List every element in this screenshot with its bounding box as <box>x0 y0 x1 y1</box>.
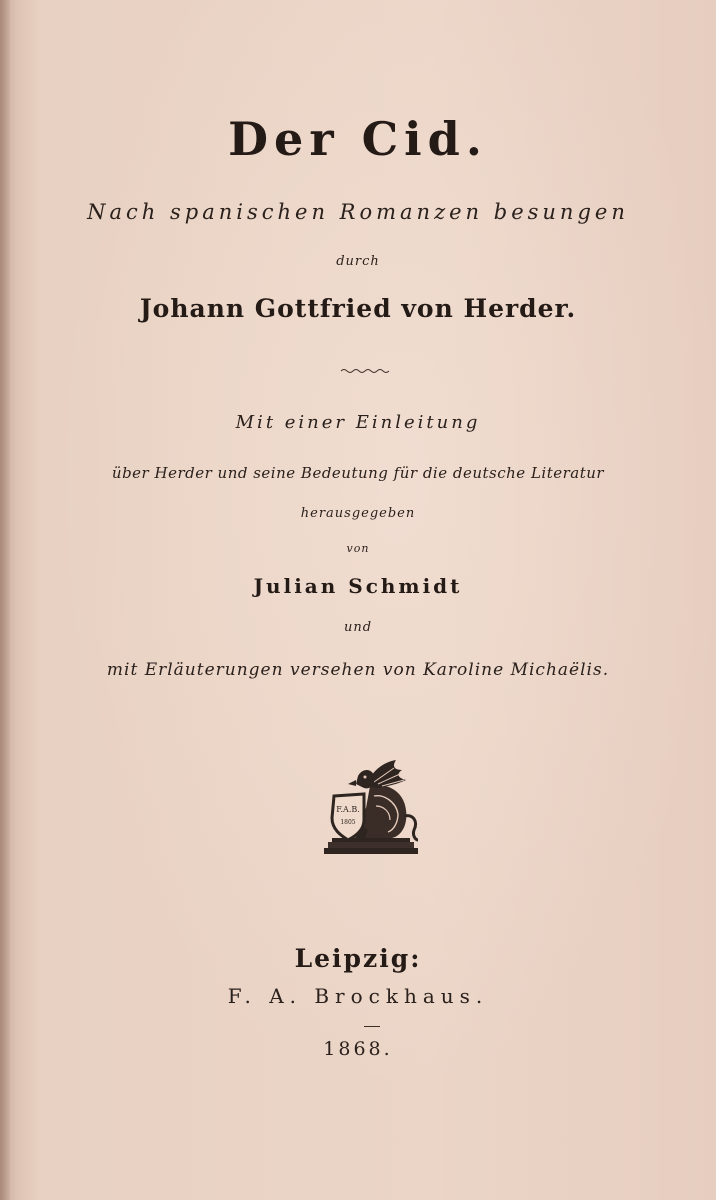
griffin-printer-mark-icon <box>318 756 424 864</box>
introduction-topic: über Herder und seine Bedeutung für die deutsche Literatur <box>111 464 605 482</box>
und-line: und <box>343 620 373 635</box>
author-name: Johann Gottfried von Herder. <box>139 294 577 323</box>
annotations-line: mit Erläuterungen versehen von Karoline Michaëlis. <box>106 660 610 680</box>
von-line: von <box>346 542 370 555</box>
publisher-name: F. A. Brockhaus. <box>227 984 489 1008</box>
book-title: Der Cid. <box>228 112 488 166</box>
divider-ornament <box>340 368 392 374</box>
short-rule <box>364 1026 380 1027</box>
publication-place: Leipzig: <box>294 944 422 973</box>
shield-year: 1805 <box>340 819 356 826</box>
editor-name: Julian Schmidt <box>253 574 463 598</box>
by-line: durch <box>336 254 380 269</box>
introduction-line: Mit einer Einleitung <box>235 412 481 433</box>
edited-line: herausgegeben <box>300 506 416 521</box>
book-subtitle: Nach spanischen Romanzen besungen <box>87 200 629 224</box>
shield-monogram: F.A.B. <box>336 805 360 814</box>
publication-year: 1868. <box>323 1038 393 1060</box>
page-edge <box>0 0 10 1200</box>
